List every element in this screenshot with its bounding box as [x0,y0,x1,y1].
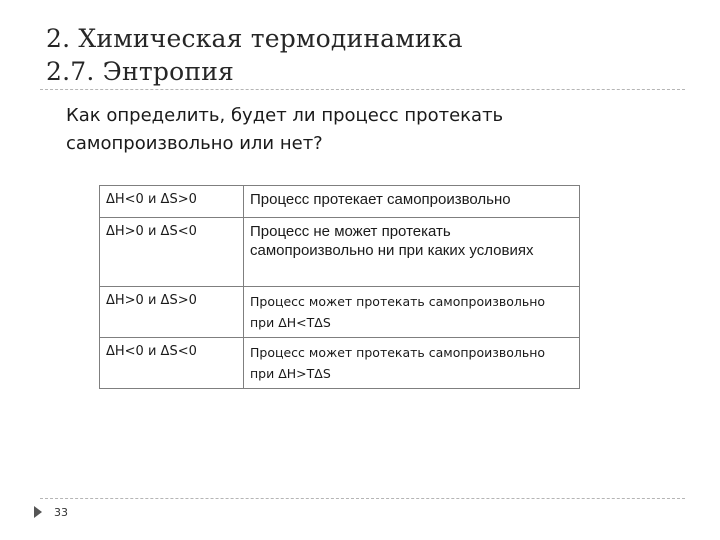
bottom-divider [40,498,685,499]
table-row [100,287,580,338]
condition-cell: ΔH<0 и ΔS>0 [100,186,244,218]
condition-cell: ΔH<0 и ΔS<0 [100,338,244,389]
title-line-2: 2.7. Энтропия [46,57,235,86]
table-row [100,218,580,287]
result-cell: Процесс может протекать самопроизвольно при ΔH<TΔS [244,287,580,338]
page-number: 33 [54,506,68,519]
condition-cell: ΔH>0 и ΔS>0 [100,287,244,338]
top-divider [40,89,685,90]
table-row [100,186,580,218]
result-cell: Процесс протекает самопроизвольно [244,186,580,218]
table-row [100,338,580,389]
slide-title [46,22,463,88]
entropy-conditions-table [99,185,580,389]
result-cell: Процесс может протекать самопроизвольно при ΔH>TΔS [244,338,580,389]
result-cell: Процесс не может протекать самопроизвольно ни при каких условиях [244,218,580,287]
page-marker-triangle-icon [34,506,42,518]
title-line-1: 2. Химическая термодинамика [46,24,463,53]
question-text: Как определить, будет ли процесс протекать самопроизвольно или нет? [66,105,504,154]
condition-cell: ΔH>0 и ΔS<0 [100,218,244,287]
